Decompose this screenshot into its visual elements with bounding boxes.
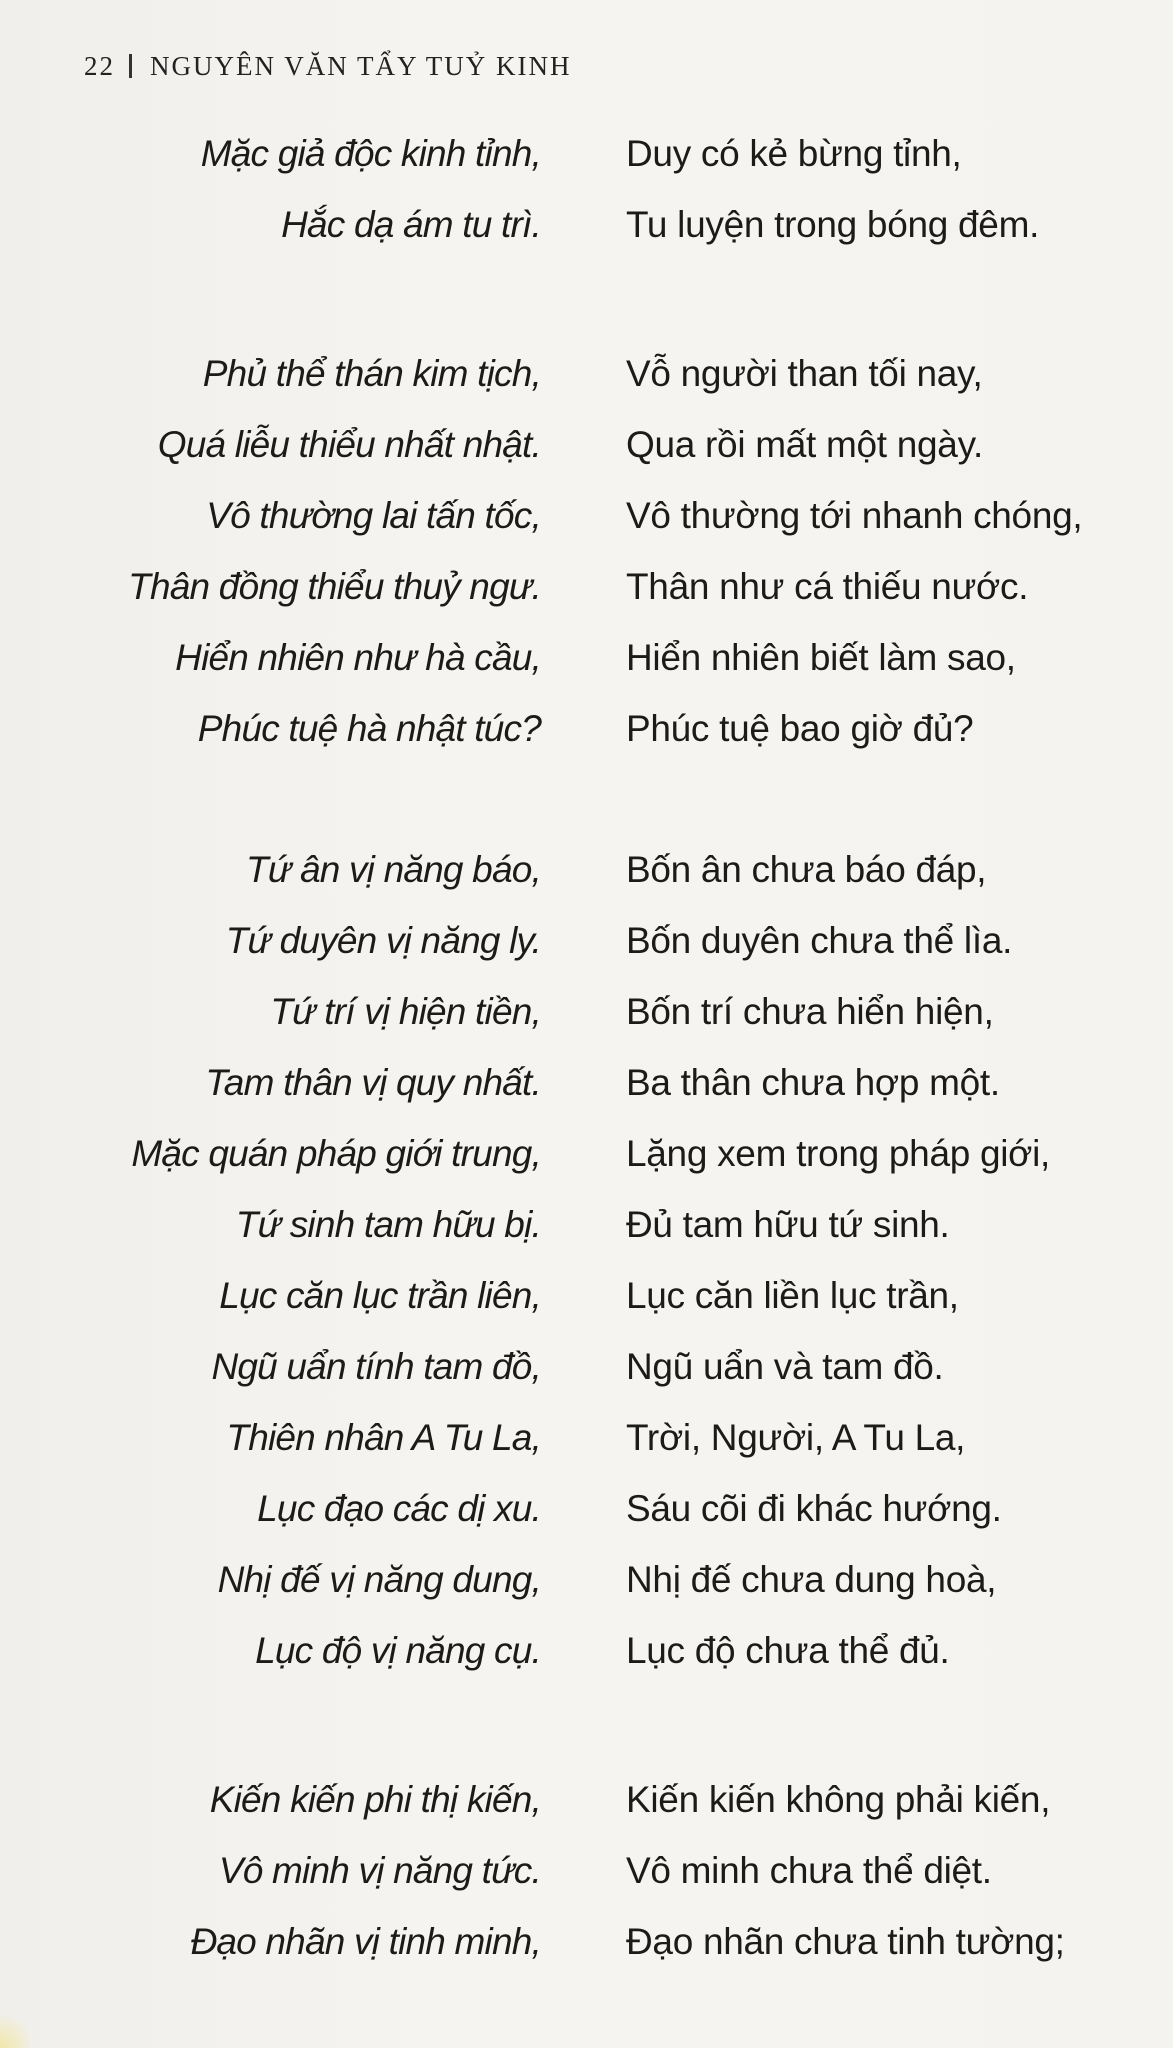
verse-line xyxy=(0,1331,1173,1402)
translated-verse: Bốn trí chưa hiển hiện, xyxy=(626,991,994,1032)
translated-verse: Hiển nhiên biết làm sao, xyxy=(626,637,1016,678)
verse-line xyxy=(0,551,1173,622)
original-verse: Tứ ân vị năng báo, xyxy=(246,849,541,890)
original-verse: Tứ sinh tam hữu bị. xyxy=(235,1204,541,1245)
verse-line xyxy=(0,905,1173,976)
verse-line xyxy=(0,622,1173,693)
verse-line xyxy=(0,189,1173,260)
translated-verse: Lục căn liền lục trần, xyxy=(626,1275,959,1316)
translated-verse: Trời, Người, A Tu La, xyxy=(626,1417,966,1458)
original-verse: Đạo nhãn vị tinh minh, xyxy=(190,1921,541,1962)
verse-line xyxy=(0,409,1173,480)
original-verse: Hắc dạ ám tu trì. xyxy=(281,204,541,245)
running-title: NGUYÊN VĂN TẨY TUỶ KINH xyxy=(150,50,572,81)
translated-verse: Vỗ người than tối nay, xyxy=(626,353,983,394)
original-verse: Thiên nhân A Tu La, xyxy=(226,1417,541,1458)
verse-line xyxy=(0,834,1173,905)
translated-verse: Ngũ uẩn và tam đồ. xyxy=(626,1346,944,1387)
verse-line xyxy=(0,693,1173,764)
original-verse: Phủ thể thán kim tịch, xyxy=(202,353,541,394)
stanza-2 xyxy=(0,338,1173,764)
translated-verse: Lặng xem trong pháp giới, xyxy=(626,1133,1051,1174)
translated-verse: Đủ tam hữu tứ sinh. xyxy=(626,1204,950,1245)
page-corner-stain xyxy=(0,2008,30,2048)
translated-verse: Ba thân chưa hợp một. xyxy=(626,1062,1000,1103)
verse-line xyxy=(0,1835,1173,1906)
original-verse: Lục căn lục trần liên, xyxy=(219,1275,541,1316)
translated-verse: Nhị đế chưa dung hoà, xyxy=(626,1559,997,1600)
original-verse: Mặc giả độc kinh tỉnh, xyxy=(200,133,541,174)
translated-verse: Qua rồi mất một ngày. xyxy=(626,424,983,465)
verse-line xyxy=(0,1473,1173,1544)
original-verse: Hiển nhiên như hà cầu, xyxy=(175,637,541,678)
original-verse: Phúc tuệ hà nhật túc? xyxy=(197,708,541,749)
original-verse: Lục đạo các dị xu. xyxy=(257,1488,541,1529)
translated-verse: Kiến kiến không phải kiến, xyxy=(626,1779,1051,1820)
original-verse: Kiến kiến phi thị kiến, xyxy=(209,1779,541,1820)
translated-verse: Sáu cõi đi khác hướng. xyxy=(626,1488,1002,1529)
translated-verse: Bốn duyên chưa thể lìa. xyxy=(626,920,1013,961)
verse-line xyxy=(0,118,1173,189)
verse-line xyxy=(0,1118,1173,1189)
verse-line xyxy=(0,1764,1173,1835)
translated-verse: Đạo nhãn chưa tinh tường; xyxy=(626,1921,1065,1962)
original-verse: Ngũ uẩn tính tam đồ, xyxy=(211,1346,541,1387)
verse-line xyxy=(0,1906,1173,1977)
verse-line xyxy=(0,1189,1173,1260)
original-verse: Quá liễu thiểu nhất nhật. xyxy=(157,424,541,465)
original-verse: Vô thường lai tấn tốc, xyxy=(206,495,541,536)
original-verse: Tứ trí vị hiện tiền, xyxy=(270,991,541,1032)
translated-verse: Vô minh chưa thể diệt. xyxy=(626,1850,992,1891)
original-verse: Vô minh vị năng tức. xyxy=(218,1850,541,1891)
verse-line xyxy=(0,480,1173,551)
verse-line xyxy=(0,976,1173,1047)
translated-verse: Tu luyện trong bóng đêm. xyxy=(626,204,1040,245)
verse-line xyxy=(0,1402,1173,1473)
verse-line xyxy=(0,1047,1173,1118)
original-verse: Thân đồng thiểu thuỷ ngư. xyxy=(128,566,541,607)
translated-verse: Thân như cá thiếu nước. xyxy=(626,566,1029,607)
verse-line xyxy=(0,1615,1173,1686)
original-verse: Nhị đế vị năng dung, xyxy=(217,1559,541,1600)
header-divider xyxy=(129,54,132,78)
original-verse: Tứ duyên vị năng ly. xyxy=(225,920,541,961)
verse-line xyxy=(0,338,1173,409)
page-number: 22 xyxy=(84,50,115,81)
original-verse: Tam thân vị quy nhất. xyxy=(205,1062,541,1103)
stanza-4 xyxy=(0,1764,1173,1977)
verse-line xyxy=(0,1544,1173,1615)
translated-verse: Phúc tuệ bao giờ đủ? xyxy=(626,708,974,749)
original-verse: Mặc quán pháp giới trung, xyxy=(131,1133,541,1174)
translated-verse: Vô thường tới nhanh chóng, xyxy=(626,495,1083,536)
running-header xyxy=(84,46,571,86)
translated-verse: Lục độ chưa thể đủ. xyxy=(626,1630,950,1671)
translated-verse: Duy có kẻ bừng tỉnh, xyxy=(626,133,962,174)
verse-line xyxy=(0,1260,1173,1331)
translated-verse: Bốn ân chưa báo đáp, xyxy=(626,849,987,890)
original-verse: Lục độ vị năng cụ. xyxy=(255,1630,541,1671)
stanza-1 xyxy=(0,118,1173,260)
stanza-3 xyxy=(0,834,1173,1686)
